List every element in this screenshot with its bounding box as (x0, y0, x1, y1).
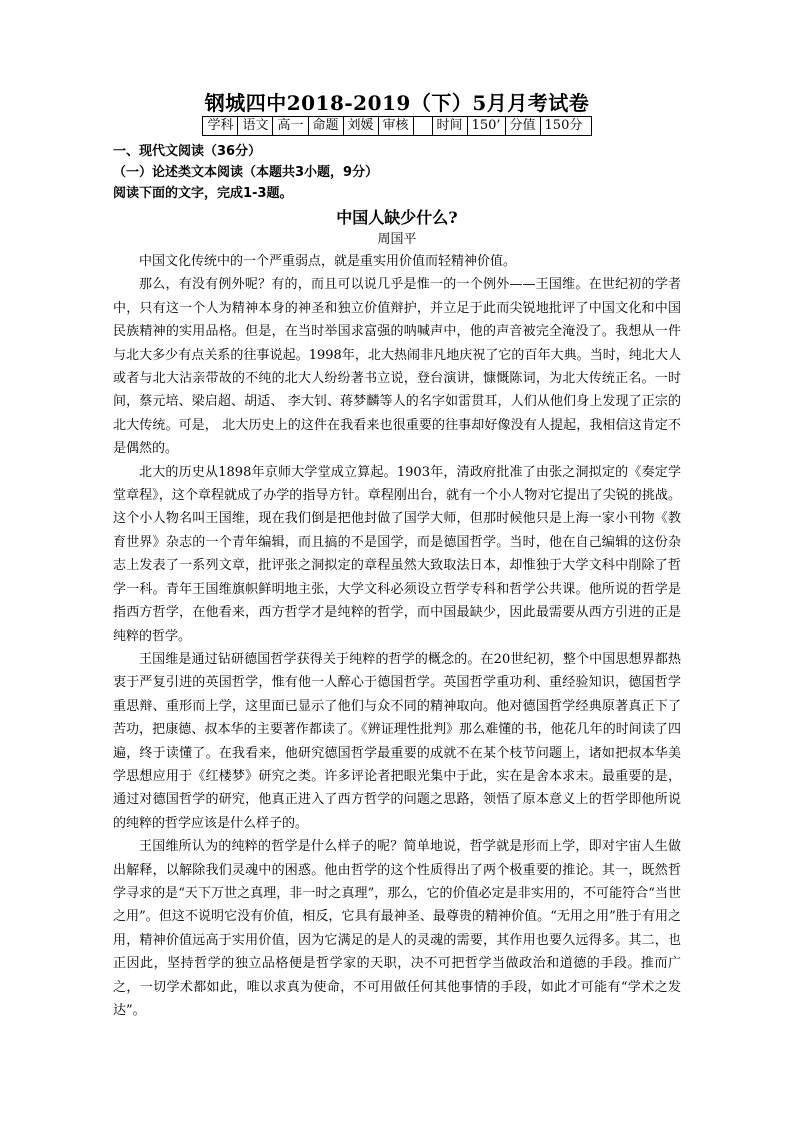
exam-info-table (202, 116, 591, 136)
exam-page (113, 90, 681, 1022)
info-cell-reviewer-label: 审核 (378, 117, 413, 136)
article-paragraph: 那么，有没有例外呢？有的，而且可以说几乎是惟一的一个例外——王国维。在世纪初的学者中，只有这一个人为精神本身的神圣和独立价值辩护，并立足于此而尖锐地批评了中国文化和中国民族精神的实用品格。但是，在当时举国求富强的呐喊声中，他的声音被完全淹没了。我想从一件与北大多少有点关系的往事说起。1998年，北大热闹非凡地庆祝了它的百年大典。当时，纯北大人或者与北大沾亲带故的不纯的北大人纷纷著书立说，登台演讲，慷慨陈词，为北大传统正名。一时间，蔡元培、梁启超、胡适、 李大钊、蒋梦麟等人的名字如雷贯耳，人们从他们身上发现了正宗的北大传统。可是， 北大历史上的这件在我看来也很重要的往事却好像没有人提起，我相信这肯定不是偶然的。 (113, 277, 681, 457)
info-cell-time-label: 时间 (432, 117, 467, 136)
article-author: 周国平 (377, 232, 417, 247)
article-paragraph: 北大的历史从1898年京师大学堂成立算起。1903年，清政府批准了由张之洞拟定的《奏定学堂章程》，这个章程就成了办学的指导方针。章程刚出台，就有一个小人物对它提出了尖锐的挑战。这个小人物名叫王国维，现在我们倒是把他封做了国学大师，但那时候他只是上海一家小刊物《教育世界》杂志的一个青年编辑，而且搞的不是国学，而是德国哲学。当时，他在自己编辑的这份杂志上发表了一系列文章，批评张之洞拟定的章程虽然大致取法日本，却惟独于大学文科中削除了哲学一科。青年王国维旗帜鲜明地主张，大学文科必须设立哲学专科和哲学公共课。他所说的哲学是指西方哲学，在他看来，西方哲学才是纯粹的哲学，而中国最缺少，因此最需要从西方引进的正是纯粹的哲学。 (113, 464, 681, 644)
info-cell-grade: 高一 (273, 117, 308, 136)
article-paragraph: 王国维所认为的纯粹的哲学是什么样子的呢？简单地说，哲学就是形而上学，即对宇宙人生做出解释，以解除我们灵魂中的困惑。他由哲学的这个性质得出了两个极重要的推论。其一，既然哲学寻求的是“天下万世之真理，非一时之真理”，那么，它的价值必定是非实用的，不可能符合“当世之用”。但这不说明它没有价值，相反，它具有最神圣、最尊贵的精神价值。“无用之用”胜于有用之用，精神价值远高于实用价值，因为它满足的是人的灵魂的需要，其作用也要久远得多。其二，也正因此，坚持哲学的独立品格便是哲学家的天职，决不可把哲学当做政治和道德的手段。推而广之，一切学术都如此，唯以求真为使命，不可用做任何其他事情的手段，如此才可能有“学术之发达”。 (113, 839, 681, 1018)
info-cell-subject-value: 语文 (238, 117, 273, 136)
info-cell-author-label: 命题 (308, 117, 343, 136)
article-title: 中国人缺少什么? (336, 208, 458, 227)
info-cell-score-label: 分值 (505, 117, 540, 136)
exam-title: 钢城四中2018-2019（下）5月月考试卷 (204, 91, 590, 115)
article-paragraph: 王国维是通过钻研德国哲学获得关于纯粹的哲学的概念的。在20世纪初，整个中国思想界都热衷于严复引进的英国哲学，惟有他一人醉心于德国哲学。英国哲学重功利、重经验知识，德国哲学重思辩、重形而上学，这里面已显示了他们与众不同的精神取向。他对德国哲学经典原著真正下了苦功，把康德、叔本华的主要著作都读了。《辨证理性批判》那么难懂的书，他花几年的时间读了四遍，终于读懂了。在我看来，他研究德国哲学最重要的成就不在某个枝节问题上，诸如把叔本华美学思想应用于《红楼梦》研究之类。许多评论者把眼光集中于此，实在是舍本求末。最重要的是，通过对德国哲学的研究，他真正进入了西方哲学的问题之思路，领悟了原本意义上的哲学即他所说的纯粹的哲学应该是什么样子的。 (113, 651, 681, 831)
info-cell-time-value: 150’ (467, 117, 505, 136)
info-cell-score-value: 150分 (540, 117, 591, 136)
info-cell-reviewer-value (413, 117, 432, 136)
article-paragraph: 中国文化传统中的一个严重弱点，就是重实用价值而轻精神价值。 (139, 254, 517, 269)
exam-info-row (203, 117, 591, 136)
info-cell-author-value: 刘媛 (343, 117, 378, 136)
reading-instruction: 阅读下面的文字，完成1-3题。 (113, 186, 293, 201)
section-heading-subpart: （一）论述类文本阅读（本题共3小题，9分） (113, 165, 379, 180)
info-cell-subject-label: 学科 (203, 117, 238, 136)
section-heading-part1: 一、现代文阅读（36分） (113, 144, 262, 159)
